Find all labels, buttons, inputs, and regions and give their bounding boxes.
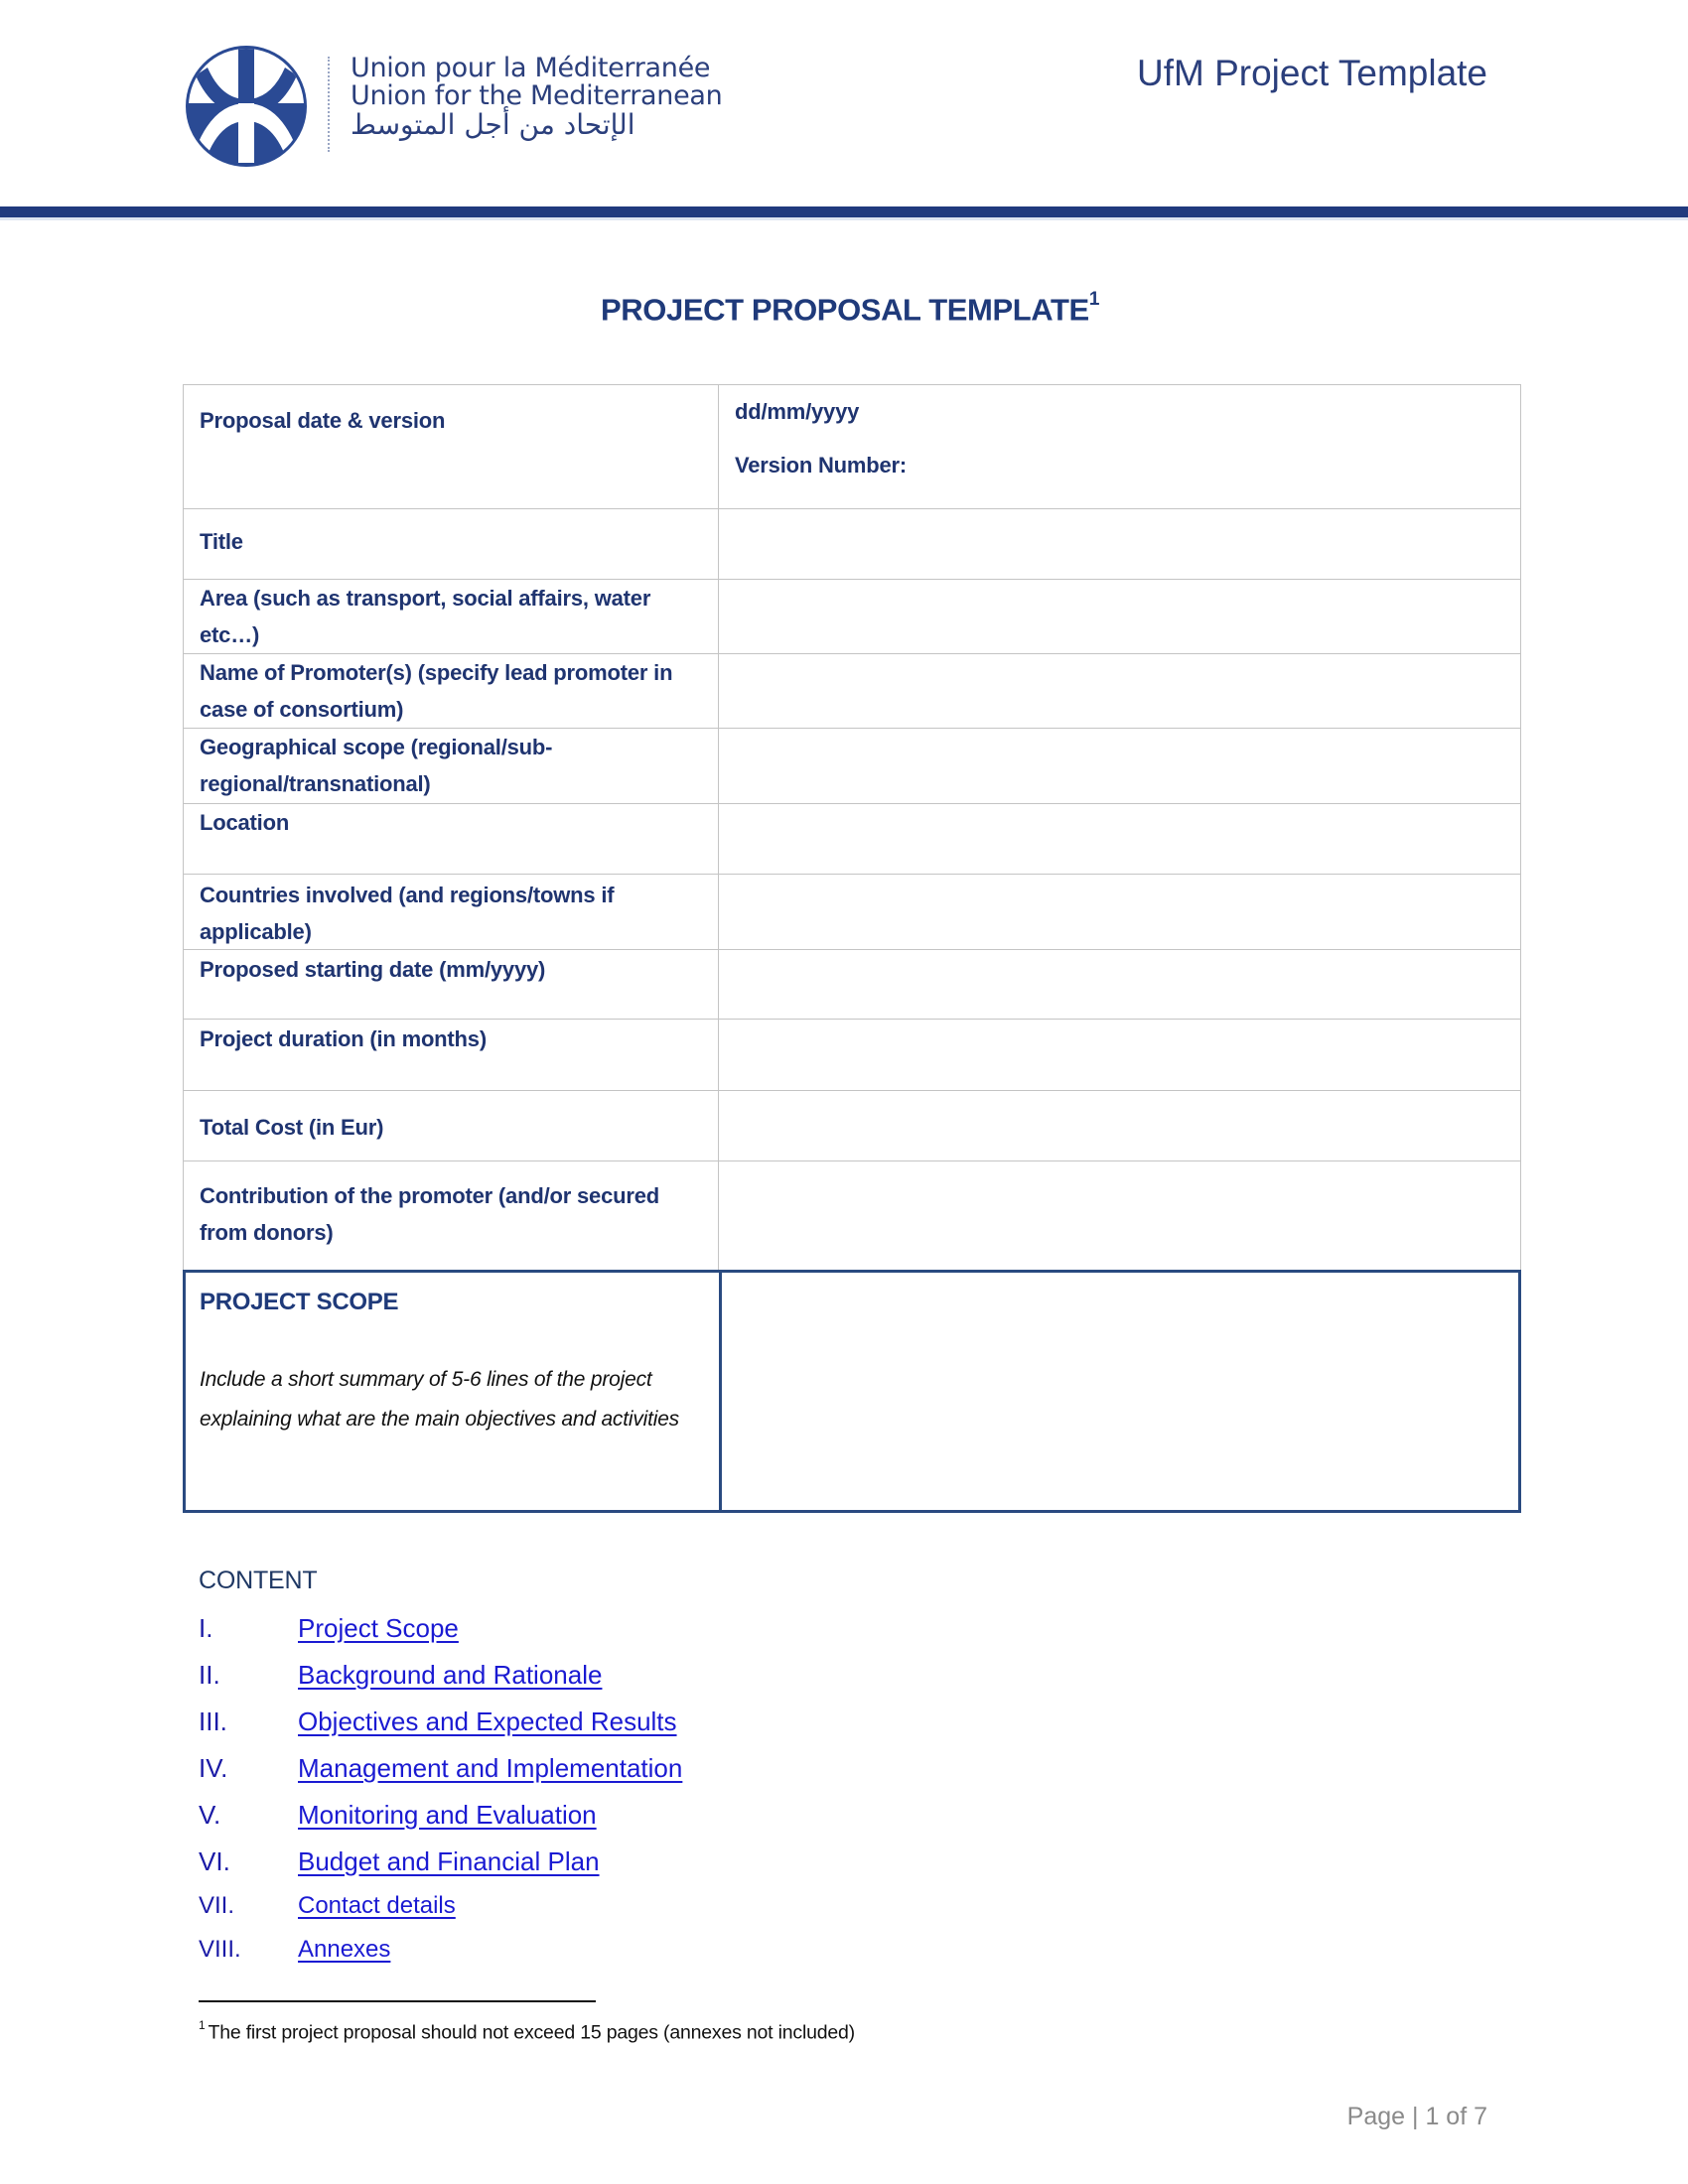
- table-row-location: [183, 804, 1521, 875]
- row-label-cell: Title: [183, 508, 719, 579]
- location-field[interactable]: [719, 804, 1521, 874]
- table-row-contribution: [183, 1161, 1521, 1271]
- contribution-field[interactable]: [719, 1161, 1521, 1271]
- starting-date-field[interactable]: [719, 950, 1521, 1019]
- row-label-cell: Area (such as transport, social affairs, water etc…): [183, 580, 719, 653]
- toc-link-management[interactable]: Management and Implementation: [298, 1753, 683, 1783]
- title-field[interactable]: [719, 508, 1521, 579]
- toc-link-project-scope[interactable]: Project Scope: [298, 1613, 459, 1643]
- total-cost-field[interactable]: [719, 1091, 1521, 1160]
- toc-number: II.: [199, 1660, 220, 1690]
- duration-field[interactable]: [719, 1020, 1521, 1090]
- project-scope-box: [183, 1270, 1521, 1513]
- row-label-cell: Geographical scope (regional/sub-regional/transnational): [183, 729, 719, 803]
- countries-field[interactable]: [719, 875, 1521, 949]
- header-bar: [0, 206, 1688, 217]
- toc-link-monitoring[interactable]: Monitoring and Evaluation: [298, 1800, 597, 1830]
- toc-number: III.: [199, 1706, 227, 1736]
- proposal-date-field[interactable]: [719, 385, 1521, 508]
- table-row-promoter: [183, 654, 1521, 729]
- row-label-cell: Location: [183, 804, 719, 874]
- footnote-text: The first project proposal should not exceed 15 pages (annexes not included): [208, 2021, 855, 2044]
- promoter-field[interactable]: [719, 654, 1521, 728]
- contents-heading: CONTENT: [199, 1567, 318, 1594]
- table-row-countries: [183, 875, 1521, 950]
- toc-link-background[interactable]: Background and Rationale: [298, 1660, 603, 1690]
- toc-link-budget[interactable]: Budget and Financial Plan: [298, 1846, 600, 1876]
- table-row-proposal-date: [183, 384, 1521, 509]
- table-row-area: [183, 580, 1521, 654]
- row-label-cell: Name of Promoter(s) (specify lead promoter in case of consortium): [183, 654, 719, 728]
- table-row-starting-date: [183, 950, 1521, 1020]
- page-number: Page | 1 of 7: [1346, 2103, 1487, 2130]
- toc-number: IV.: [199, 1753, 228, 1783]
- row-label-cell: Project duration (in months): [183, 1020, 719, 1090]
- header-title: UfM Project Template: [1137, 53, 1487, 93]
- toc-number: I.: [199, 1613, 213, 1643]
- header-bar-shadow: [0, 217, 1688, 220]
- toc-number: VI.: [199, 1846, 230, 1876]
- toc-number: V.: [199, 1800, 221, 1830]
- toc-number: VII.: [199, 1892, 235, 1919]
- geographical-scope-field[interactable]: [719, 729, 1521, 803]
- footnote: [199, 2018, 855, 2044]
- row-label-cell: Proposed starting date (mm/yyyy): [183, 950, 719, 1019]
- logo-text-en: Union for the Mediterranean: [351, 80, 723, 111]
- table-row-title: [183, 508, 1521, 580]
- toc-link-annexes[interactable]: Annexes: [298, 1936, 391, 1963]
- date-placeholder: dd/mm/yyyy: [735, 399, 860, 424]
- toc-link-contact[interactable]: Contact details: [298, 1892, 456, 1919]
- row-label-cell: Total Cost (in Eur): [183, 1091, 719, 1160]
- table-row-duration: [183, 1020, 1521, 1091]
- table-row-geographical-scope: [183, 729, 1521, 804]
- row-label-cell: Proposal date & version: [183, 385, 719, 508]
- project-scope-field[interactable]: [722, 1273, 1518, 1510]
- project-scope-label: PROJECT SCOPE: [200, 1289, 399, 1315]
- row-label-cell: Contribution of the promoter (and/or secured from donors): [183, 1161, 719, 1271]
- row-label-cell: Countries involved (and regions/towns if applicable): [183, 875, 719, 949]
- footnote-ref[interactable]: 1: [1088, 289, 1099, 310]
- footnote-separator: [199, 2000, 596, 2002]
- footnote-number: 1: [199, 2018, 206, 2032]
- project-scope-instructions: Include a short summary of 5-6 lines of the project explaining what are the main objectives and activities: [200, 1368, 679, 1431]
- area-field[interactable]: [719, 580, 1521, 653]
- ufm-emblem-icon: [182, 42, 311, 171]
- version-number-label: Version Number:: [735, 453, 908, 478]
- table-row-total-cost: [183, 1091, 1521, 1161]
- logo-separator: [328, 57, 330, 152]
- toc-number: VIII.: [199, 1936, 241, 1963]
- logo-text-ar: الإتحاد من أجل المتوسط: [351, 108, 635, 141]
- logo-text-fr: Union pour la Méditerranée: [351, 53, 711, 83]
- document-title: PROJECT PROPOSAL TEMPLATE$^1$: [601, 289, 1099, 328]
- toc-link-objectives[interactable]: Objectives and Expected Results: [298, 1706, 677, 1736]
